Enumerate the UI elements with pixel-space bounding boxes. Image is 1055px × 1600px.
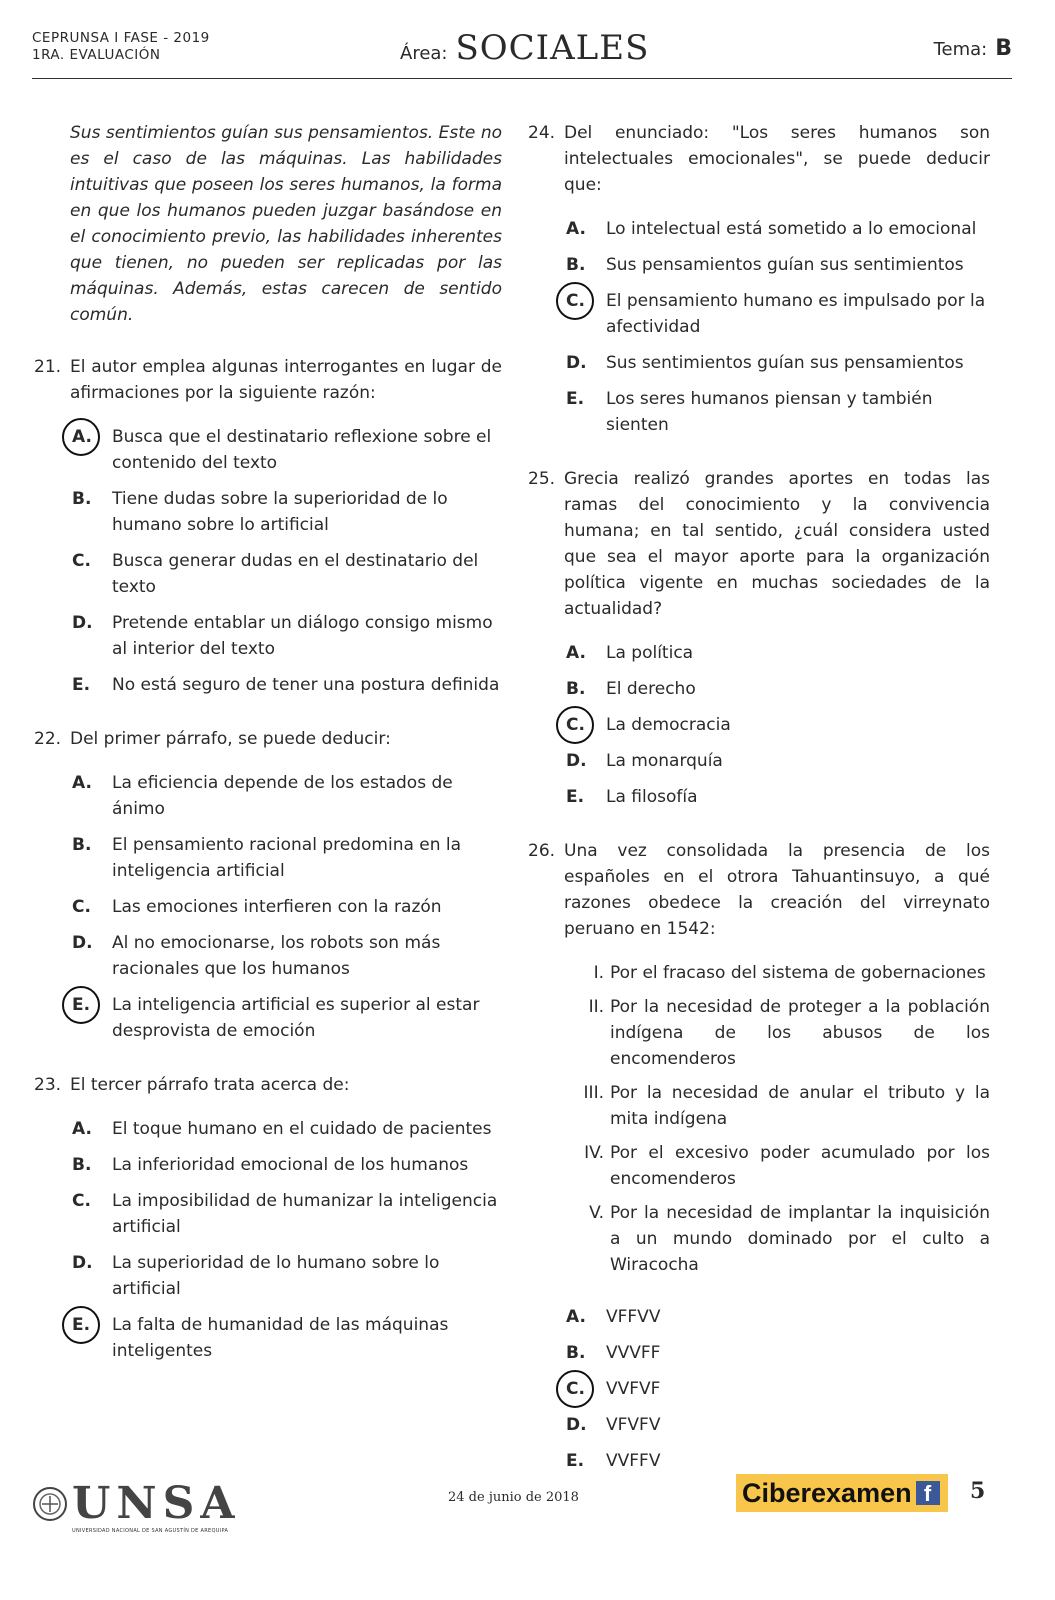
option-21-b: B. Tiene dudas sobre la superioridad de lo humano sobre lo artificial bbox=[72, 489, 448, 535]
option-24-d: D. Sus sentimientos guían sus pensamientos bbox=[566, 353, 964, 373]
logo-text: UNSA bbox=[72, 1478, 241, 1529]
option-22-c: C. Las emociones interfieren con la razón bbox=[72, 897, 442, 917]
option-23-e: E. La falta de humanidad de las máquinas inteligentes bbox=[72, 1312, 502, 1364]
options-22 bbox=[72, 770, 502, 1044]
statements-26 bbox=[564, 960, 990, 1278]
option-21-c: C. Busca generar dudas en el destinatario del texto bbox=[72, 551, 479, 597]
tema-value: B bbox=[995, 36, 1012, 61]
statement-iii: III. Por la necesidad de anular el tributo y la mita indígena bbox=[583, 1083, 990, 1129]
answer-mark-circle bbox=[62, 418, 100, 456]
question-text: Del primer párrafo, se puede deducir: bbox=[70, 729, 391, 749]
question-number: 26. bbox=[528, 841, 556, 861]
option-25-a: A. La política bbox=[566, 643, 694, 663]
option-25-d: D. La monarquía bbox=[566, 751, 723, 771]
question-25 bbox=[528, 466, 990, 622]
question-22 bbox=[34, 726, 502, 752]
option-23-a: A. El toque humano en el cuidado de pacientes bbox=[72, 1119, 492, 1139]
options-24 bbox=[566, 216, 990, 438]
option-25-c: C. La democracia bbox=[566, 712, 990, 738]
option-22-d: D. Al no emocionarse, los robots son más racionales que los humanos bbox=[72, 933, 441, 979]
option-26-e: E. VVFFV bbox=[566, 1451, 661, 1471]
question-24 bbox=[528, 120, 990, 198]
ciberexamen-watermark bbox=[736, 1474, 948, 1512]
page-number: 5 bbox=[970, 1478, 986, 1504]
option-25-b: B. El derecho bbox=[566, 679, 696, 699]
statement-iv: IV. Por el excesivo poder acumulado por los encomenderos bbox=[584, 1143, 990, 1189]
unsa-logo bbox=[32, 1478, 241, 1534]
option-26-c: C. VVFVF bbox=[566, 1376, 990, 1402]
options-21 bbox=[72, 424, 502, 698]
option-23-d: D. La superioridad de lo humano sobre lo artificial bbox=[72, 1253, 440, 1299]
question-number: 23. bbox=[34, 1075, 62, 1095]
answer-mark-circle bbox=[556, 706, 594, 744]
reading-passage: Sus sentimientos guían sus pensamientos. Este no es el caso de las máquinas. Las habilidades intuitivas que poseen los seres humanos, la forma en que los humanos pueden juzgar basándose en el conocimiento previo, las habilidades inherentes que tienen, no pueden ser replicadas por las máquinas. Además, estas carecen de sentido común. bbox=[70, 123, 502, 325]
option-21-d: D. Pretende entablar un diálogo consigo mismo al interior del texto bbox=[72, 613, 493, 659]
option-25-e: E. La filosofía bbox=[566, 787, 698, 807]
question-text: Una vez consolidada la presencia de los españoles en el otrora Tahuantinsuyo, a qué razones obedece la creación del virreynato peruano en 1542: bbox=[564, 841, 990, 939]
area-subject: SOCIALES bbox=[455, 28, 650, 68]
tema-heading bbox=[934, 36, 1012, 61]
page-header bbox=[32, 28, 1012, 79]
option-26-a: A. VFFVV bbox=[566, 1307, 661, 1327]
course-name: CEPRUNSA I FASE - 2019 bbox=[32, 30, 210, 46]
question-text: El tercer párrafo trata acerca de: bbox=[70, 1075, 350, 1095]
area-label: Área: bbox=[400, 43, 448, 64]
option-22-b: B. El pensamiento racional predomina en la inteligencia artificial bbox=[72, 835, 462, 881]
question-text: Grecia realizó grandes aportes en todas las ramas del conocimiento y la convivencia humana; en tal sentido, ¿cuál considera usted que sea el mayor aporte para la organización política vigente en muchas sociedades de la actualidad? bbox=[564, 469, 990, 619]
option-21-e: E. No está seguro de tener una postura definida bbox=[72, 675, 500, 695]
statement-ii: II. Por la necesidad de proteger a la población indígena de los abusos de los encomenderos bbox=[588, 997, 990, 1069]
option-24-b: B. Sus pensamientos guían sus sentimientos bbox=[566, 255, 964, 275]
right-column bbox=[528, 120, 990, 1502]
exam-date: 24 de junio de 2018 bbox=[448, 1490, 579, 1505]
header-left bbox=[32, 30, 210, 64]
answer-mark-circle bbox=[62, 986, 100, 1024]
question-text: El autor emplea algunas interrogantes en lugar de afirmaciones por la siguiente razón: bbox=[70, 357, 502, 403]
question-text: Del enunciado: "Los seres humanos son intelectuales emocionales", se puede deducir que: bbox=[564, 123, 990, 195]
options-26 bbox=[566, 1304, 990, 1474]
question-21 bbox=[34, 354, 502, 406]
page-footer bbox=[0, 1470, 1055, 1540]
question-number: 24. bbox=[528, 123, 556, 143]
answer-mark-circle bbox=[62, 1306, 100, 1344]
option-26-d: D. VFVFV bbox=[566, 1415, 661, 1435]
brand-name: Ciberexamen bbox=[742, 1477, 912, 1508]
option-26-b: B. VVVFF bbox=[566, 1343, 661, 1363]
answer-mark-circle bbox=[556, 1370, 594, 1408]
option-24-c: C. El pensamiento humano es impulsado por la afectividad bbox=[566, 288, 990, 340]
tema-label: Tema: bbox=[933, 39, 988, 60]
option-24-a: A. Lo intelectual está sometido a lo emocional bbox=[566, 219, 977, 239]
logo-subtitle: UNIVERSIDAD NACIONAL DE SAN AGUSTÍN DE AREQUIPA bbox=[72, 1528, 229, 1534]
left-column bbox=[34, 120, 502, 1392]
facebook-icon: f bbox=[916, 1481, 940, 1505]
option-23-c: C. La imposibilidad de humanizar la inteligencia artificial bbox=[72, 1191, 498, 1237]
option-21-a: A. Busca que el destinatario reflexione sobre el contenido del texto bbox=[72, 424, 502, 476]
evaluation-name: 1RA. EVALUACIÓN bbox=[32, 47, 161, 63]
options-25 bbox=[566, 640, 990, 810]
university-seal-icon bbox=[32, 1482, 68, 1526]
option-23-b: B. La inferioridad emocional de los humanos bbox=[72, 1155, 469, 1175]
answer-mark-circle bbox=[556, 282, 594, 320]
option-24-e: E. Los seres humanos piensan y también sienten bbox=[566, 389, 933, 435]
option-22-e: E. La inteligencia artificial es superior al estar desprovista de emoción bbox=[72, 992, 502, 1044]
question-number: 22. bbox=[34, 729, 62, 749]
option-22-a: A. La eficiencia depende de los estados de ánimo bbox=[72, 773, 453, 819]
question-26 bbox=[528, 838, 990, 942]
options-23 bbox=[72, 1116, 502, 1364]
statement-i: I. Por el fracaso del sistema de gobernaciones bbox=[593, 963, 986, 983]
question-number: 21. bbox=[34, 357, 62, 377]
statement-v: V. Por la necesidad de implantar la inquisición a un mundo dominado por el culto a Wiracocha bbox=[589, 1203, 990, 1275]
area-heading bbox=[400, 28, 649, 68]
question-number: 25. bbox=[528, 469, 556, 489]
question-23 bbox=[34, 1072, 502, 1098]
